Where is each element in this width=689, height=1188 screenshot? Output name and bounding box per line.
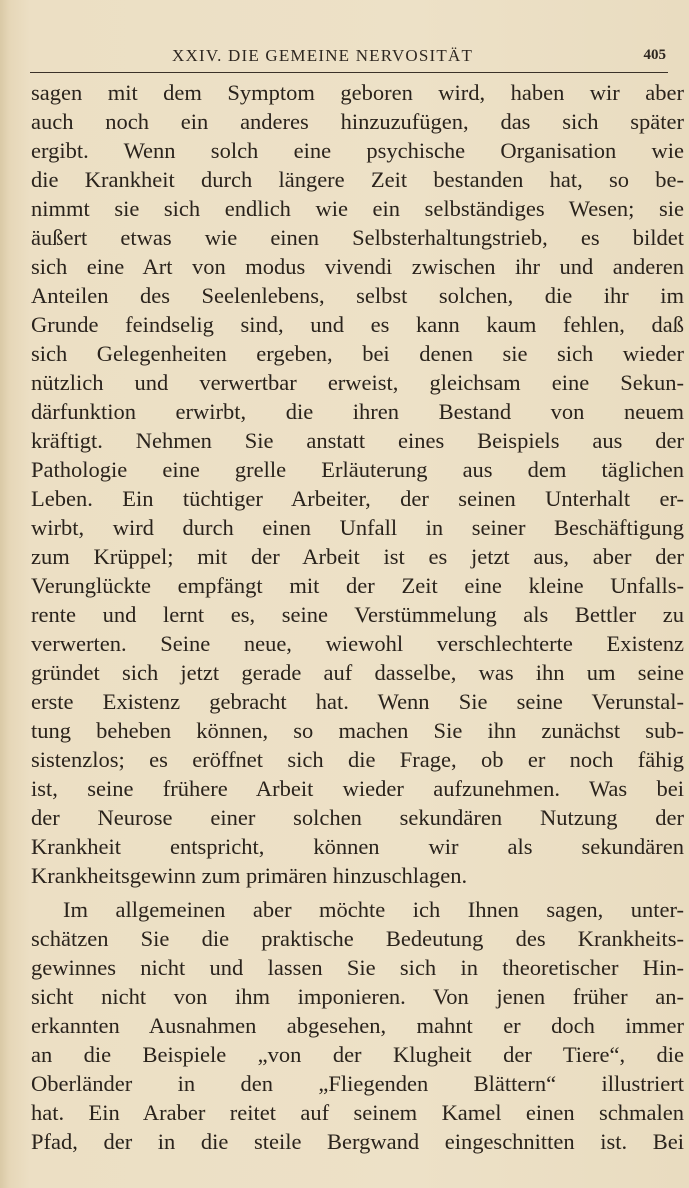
paragraph-1	[31, 78, 684, 890]
body-text	[31, 78, 684, 1156]
text-line: wirbt, wird durch einen Unfall in seiner Beschäftigung	[31, 515, 684, 540]
text-line: Im allgemeinen aber möchte ich Ihnen sagen, unter-	[63, 897, 684, 922]
page-number: 405	[643, 47, 666, 63]
text-line: Verunglückte empfängt mit der Zeit eine kleine Unfalls-	[31, 573, 684, 598]
text-line: hat. Ein Araber reitet auf seinem Kamel einen schmalen	[31, 1100, 684, 1125]
text-line: Krankheit entspricht, können wir als sekundären	[31, 834, 684, 859]
text-line: schätzen Sie die praktische Bedeutung des Krankheits-	[31, 926, 684, 951]
text-line: erste Existenz gebracht hat. Wenn Sie seine Verunstal-	[31, 689, 684, 714]
text-line: Krankheitsgewinn zum primären hinzuschlagen.	[31, 863, 468, 888]
text-line: der Neurose einer solchen sekundären Nutzung der	[31, 805, 684, 830]
text-line: kräftigt. Nehmen Sie anstatt eines Beispiels aus der	[31, 428, 684, 453]
text-line: verwerten. Seine neue, wiewohl verschlechterte Existenz	[31, 631, 684, 656]
text-line: nimmt sie sich endlich wie ein selbständiges Wesen; sie	[31, 196, 684, 221]
text-line: rente und lernt es, seine Verstümmelung als Bettler zu	[31, 602, 684, 627]
text-line: tung beheben können, so machen Sie ihn zunächst sub-	[31, 718, 684, 743]
text-line: ergibt. Wenn solch eine psychische Organisation wie	[31, 138, 684, 163]
paragraph-2	[31, 895, 684, 1156]
text-line: Grunde feindselig sind, und es kann kaum fehlen, daß	[31, 312, 684, 337]
text-line: Anteilen des Seelenlebens, selbst solchen, die ihr im	[31, 283, 684, 308]
chapter-title: XXIV. DIE GEMEINE NERVOSITÄT	[172, 46, 474, 65]
text-line: sistenzlos; es eröffnet sich die Frage, ob er noch fähig	[31, 747, 684, 772]
text-line: Pathologie eine grelle Erläuterung aus dem täglichen	[31, 457, 684, 482]
text-line: sich Gelegenheiten ergeben, bei denen sie sich wieder	[31, 341, 684, 366]
text-line: sicht nicht von ihm imponieren. Von jenen früher an-	[31, 984, 684, 1009]
text-line: Oberländer in den „Fliegenden Blättern“ illustriert	[31, 1071, 684, 1096]
text-line: äußert etwas wie einen Selbsterhaltungstrieb, es bildet	[31, 225, 684, 250]
text-line: ist, seine frühere Arbeit wieder aufzunehmen. Was bei	[31, 776, 684, 801]
text-line: Pfad, der in die steile Bergwand eingeschnitten ist. Bei	[31, 1129, 684, 1154]
running-header	[30, 44, 668, 73]
text-line: Leben. Ein tüchtiger Arbeiter, der seinen Unterhalt er-	[31, 486, 684, 511]
text-line: auch noch ein anderes hinzuzufügen, das sich später	[31, 109, 684, 134]
text-line: gewinnes nicht und lassen Sie sich in theoretischer Hin-	[31, 955, 684, 980]
text-line: erkannten Ausnahmen abgesehen, mahnt er doch immer	[31, 1013, 684, 1038]
text-line: nützlich und verwertbar erweist, gleichsam eine Sekun-	[31, 370, 684, 395]
text-line: sagen mit dem Symptom geboren wird, haben wir aber	[31, 80, 684, 105]
text-line: därfunktion erwirbt, die ihren Bestand von neuem	[31, 399, 684, 424]
text-line: zum Krüppel; mit der Arbeit ist es jetzt aus, aber der	[31, 544, 684, 569]
text-line: an die Beispiele „von der Klugheit der Tiere“, die	[31, 1042, 684, 1067]
text-line: gründet sich jetzt gerade auf dasselbe, was ihn um seine	[31, 660, 684, 685]
text-line: sich eine Art von modus vivendi zwischen ihr und anderen	[31, 254, 684, 279]
text-line: die Krankheit durch längere Zeit bestanden hat, so be-	[31, 167, 684, 192]
